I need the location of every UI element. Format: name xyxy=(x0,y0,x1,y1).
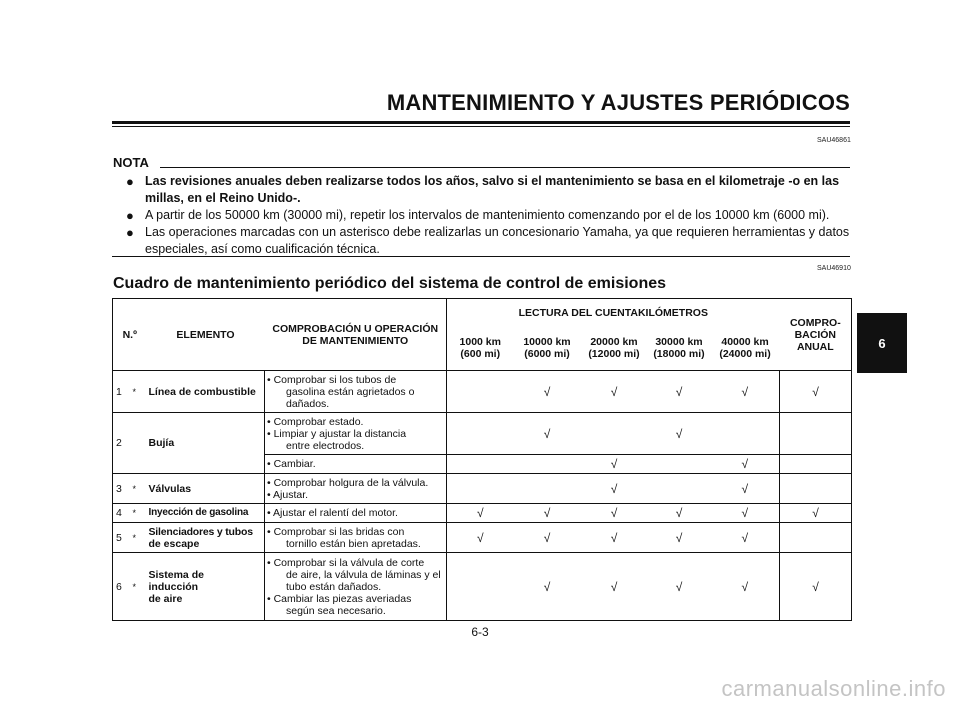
check-cell xyxy=(514,474,581,504)
bullet-dot-icon: ● xyxy=(126,174,134,189)
note-bullet: ● Las operaciones marcadas con un asterisco debe realizarlas un concesionario Yamaha, ya que requieren herramientas y datos especiales, así como cualificación técnica. xyxy=(126,225,850,256)
note-bullet: ● A partir de los 50000 km (30000 mi), repetir los intervalos de mantenimiento comenzando por el de los 10000 km (6000 mi). xyxy=(126,208,830,223)
header-interval: 1000 km (600 mi) xyxy=(447,327,514,371)
check-cell xyxy=(447,455,514,474)
check-cell: √ xyxy=(514,371,581,413)
note-ref-code: SAU46861 xyxy=(817,137,851,144)
header-odometer: LECTURA DEL CUENTAKILÓMETROS xyxy=(447,299,780,327)
check-cell xyxy=(648,455,711,474)
table-row: 3 * Válvulas • Comprobar holgura de la válvula. • Ajustar. √ √ xyxy=(113,474,852,504)
page-number: 6-3 xyxy=(471,625,489,639)
check-cell xyxy=(581,413,648,455)
operation-cell: • Cambiar. xyxy=(265,455,447,474)
check-cell: √ xyxy=(780,553,852,621)
check-cell xyxy=(780,523,852,553)
check-cell: √ xyxy=(581,371,648,413)
bullet-dot-icon: ● xyxy=(126,225,134,240)
page-title: MANTENIMIENTO Y AJUSTES PERIÓDICOS xyxy=(386,90,850,115)
check-cell xyxy=(447,474,514,504)
table-row: 6 * Sistema de inducción de aire • Comprobar si la válvula de corte de aire, la válvula de láminas y el tubo están dañados. • Cambiar las piezas averiadas según sea necesario. √ √ √ √ √ xyxy=(113,553,852,621)
check-cell: √ xyxy=(711,455,780,474)
operation-cell: • Comprobar si la válvula de corte de aire, la válvula de láminas y el tubo están dañados. • Cambiar las piezas averiadas según sea necesario. xyxy=(265,553,447,621)
check-cell: √ xyxy=(610,579,618,594)
operation-cell: • Comprobar estado. • Limpiar y ajustar la distancia entre electrodos. xyxy=(265,413,447,455)
note-label: NOTA xyxy=(113,155,149,170)
element-cell: Silenciadores y tubos de escape xyxy=(147,523,265,553)
check-cell: √ xyxy=(648,523,711,553)
check-cell: √ xyxy=(675,579,683,594)
check-cell: √ xyxy=(741,579,749,594)
section-ref-code: SAU46910 xyxy=(817,265,851,272)
check-cell: √ xyxy=(581,474,648,504)
check-cell: √ xyxy=(648,371,711,413)
operation-cell: • Comprobar si las bridas con tornillo están bien apretadas. xyxy=(265,523,447,553)
check-cell xyxy=(447,553,514,621)
element-cell: Sistema de inducción de aire xyxy=(148,568,204,605)
header-element: ELEMENTO xyxy=(147,299,265,371)
check-cell: √ xyxy=(711,474,780,504)
header-num: N.º xyxy=(113,299,147,371)
header-interval: 10000 km (6000 mi) xyxy=(514,327,581,371)
check-cell xyxy=(780,413,852,455)
check-cell: √ xyxy=(780,371,852,413)
element-cell: Inyección de gasolina xyxy=(147,504,265,523)
header-interval: 20000 km (12000 mi) xyxy=(581,327,648,371)
check-cell: √ xyxy=(780,504,852,523)
check-cell xyxy=(447,413,514,455)
check-cell: √ xyxy=(711,523,780,553)
check-cell: √ xyxy=(447,523,514,553)
table-row: 4 * Inyección de gasolina • Ajustar el ralentí del motor. √ √ √ √ √ √ xyxy=(113,504,852,523)
table-row: 5 * Silenciadores y tubos de escape • Comprobar si las bridas con tornillo están bien apretadas. √ √ √ √ √ xyxy=(113,523,852,553)
check-cell: √ xyxy=(581,523,648,553)
header-annual: COMPRO- BACIÓN ANUAL xyxy=(780,299,852,371)
section-title: Cuadro de mantenimiento periódico del sistema de control de emisiones xyxy=(113,275,667,292)
element-cell: Válvulas xyxy=(147,474,265,504)
bullet-dot-icon: ● xyxy=(126,208,134,223)
title-rule-thin xyxy=(112,126,850,127)
operation-cell: • Comprobar holgura de la válvula. • Ajustar. xyxy=(265,474,447,504)
check-cell xyxy=(780,474,852,504)
header-operation: COMPROBACIÓN U OPERACIÓN DE MANTENIMIENTO xyxy=(265,299,447,371)
element-cell: Bujía xyxy=(147,413,265,474)
check-cell: √ xyxy=(514,523,581,553)
table-row: 2 Bujía • Comprobar estado. • Limpiar y ajustar la distancia entre electrodos. √ √ xyxy=(113,413,852,455)
element-cell: Línea de combustible xyxy=(147,371,265,413)
check-cell: √ xyxy=(648,504,711,523)
check-cell: √ xyxy=(514,504,581,523)
check-cell: √ xyxy=(581,504,648,523)
chapter-tab: 6 xyxy=(857,313,907,373)
watermark: carmanualsonline.info xyxy=(721,676,946,701)
note-end-rule xyxy=(112,256,850,257)
header-interval: 40000 km (24000 mi) xyxy=(711,327,780,371)
note-bullet: ● Las revisiones anuales deben realizarse todos los años, salvo si el mantenimiento se basa en el kilometraje -o en las millas, en el Reino Unido-. xyxy=(126,174,840,205)
check-cell xyxy=(711,413,780,455)
table-row: 1 * Línea de combustible • Comprobar si los tubos de gasolina están agrietados o dañados. √ √ √ √ √ xyxy=(113,371,852,413)
operation-cell: • Comprobar si los tubos de gasolina están agrietados o dañados. xyxy=(265,371,447,413)
check-cell xyxy=(648,474,711,504)
check-cell xyxy=(447,371,514,413)
note-rule xyxy=(160,167,850,168)
check-cell: √ xyxy=(581,455,648,474)
check-cell: √ xyxy=(648,413,711,455)
check-cell: √ xyxy=(711,371,780,413)
note-bullets xyxy=(126,173,852,258)
check-cell: √ xyxy=(711,504,780,523)
check-cell: √ xyxy=(447,504,514,523)
maintenance-table xyxy=(112,298,852,621)
check-cell: √ xyxy=(514,413,581,455)
header-interval: 30000 km (18000 mi) xyxy=(648,327,711,371)
title-rule xyxy=(112,121,850,124)
check-cell xyxy=(780,455,852,474)
check-cell xyxy=(514,455,581,474)
operation-cell: • Ajustar el ralentí del motor. xyxy=(265,504,447,523)
check-cell: √ xyxy=(543,579,551,594)
